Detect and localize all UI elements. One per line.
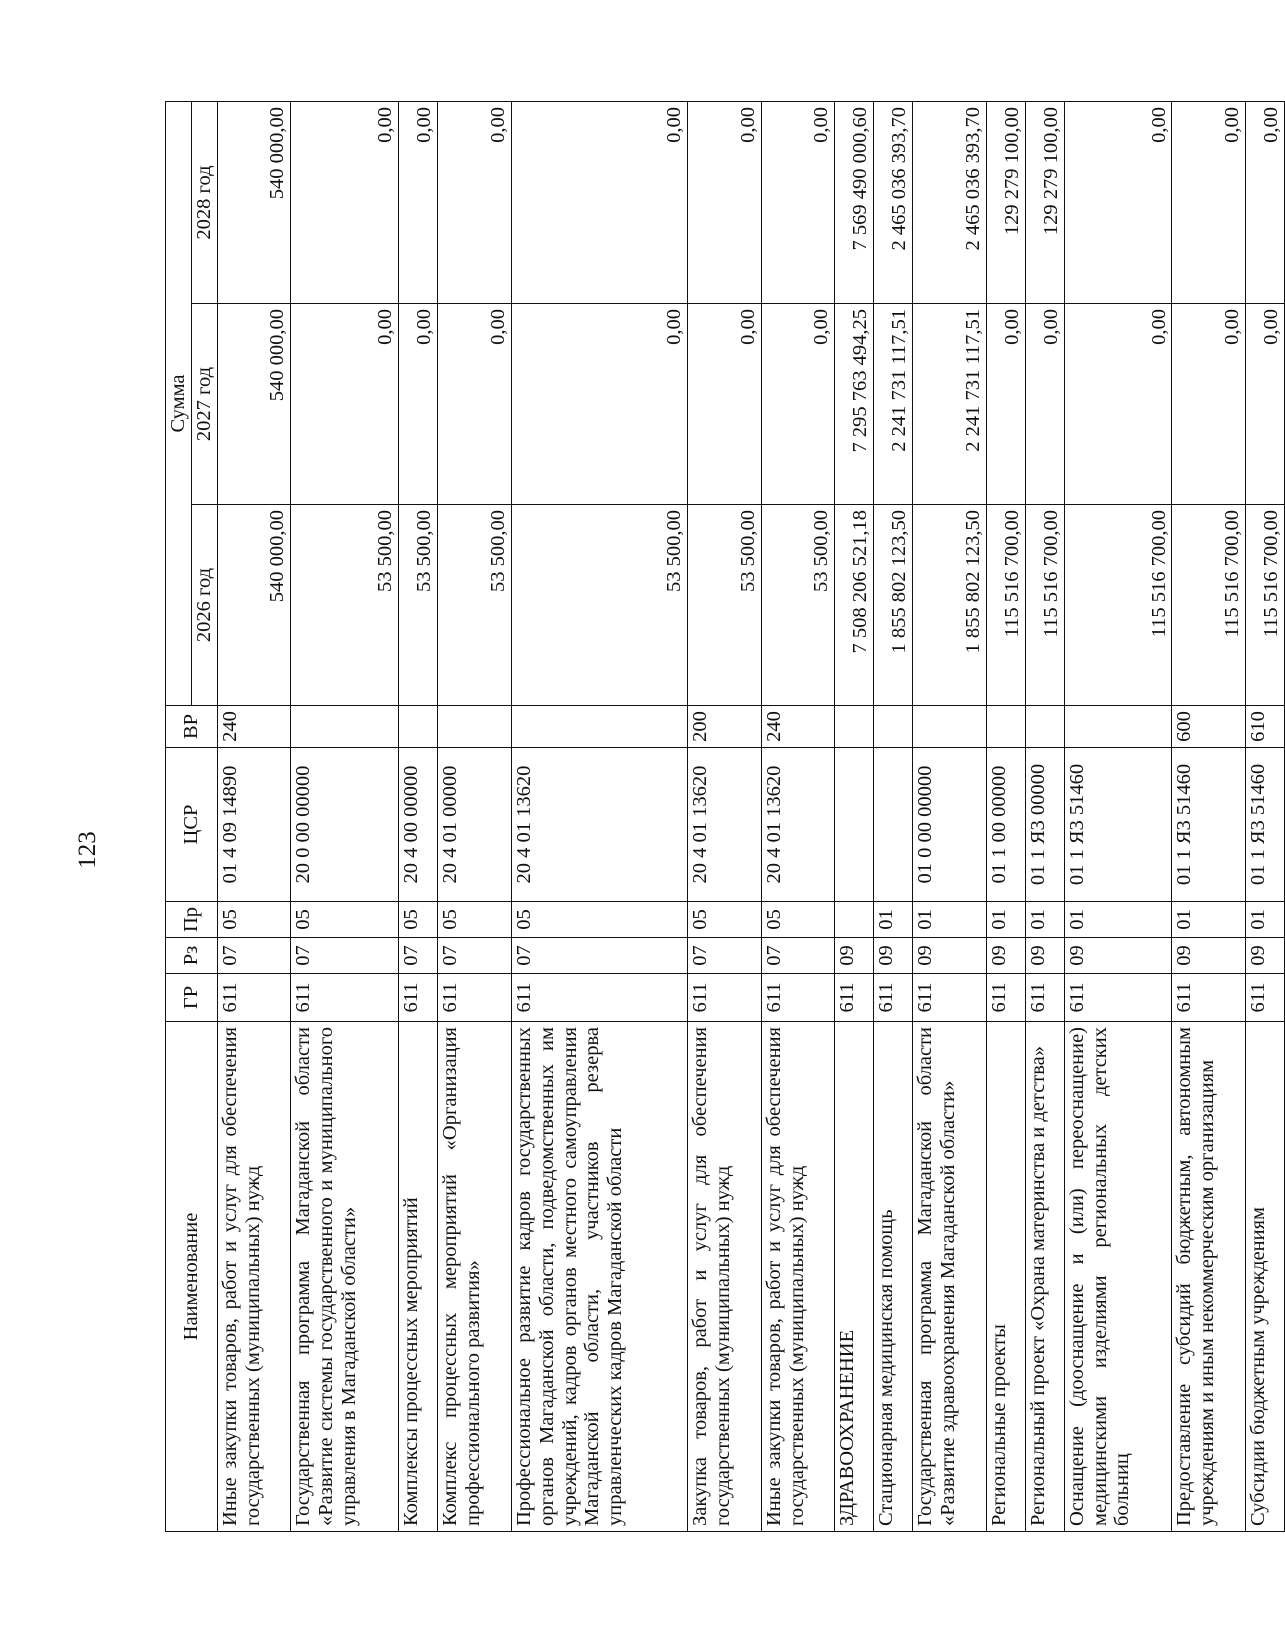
- row-vr: [986, 706, 1025, 748]
- row-rz: 09: [1245, 938, 1284, 974]
- row-2028: 2 465 036 393,70: [913, 102, 986, 304]
- row-rz: 09: [1025, 938, 1064, 974]
- row-rz: 07: [511, 938, 688, 974]
- row-gr: 611: [986, 974, 1025, 1022]
- row-pr: 05: [438, 902, 511, 938]
- row-vr: 600: [1172, 706, 1245, 748]
- row-2027: 0,00: [438, 304, 511, 505]
- table-row: [835, 102, 874, 1532]
- row-gr: 611: [217, 974, 290, 1022]
- row-name: ЗДРАВООХРАНЕНИЕ: [835, 1022, 874, 1532]
- row-name: Иные закупки товаров, работ и услуг для обеспечения государственных (муниципальных) нужд: [217, 1022, 290, 1532]
- row-pr: [835, 902, 874, 938]
- table-row: [986, 102, 1025, 1532]
- row-2026: 115 516 700,00: [1172, 505, 1245, 706]
- table-row: [217, 102, 290, 1532]
- row-rz: 09: [874, 938, 913, 974]
- row-2028: 129 279 100,00: [1025, 102, 1064, 304]
- row-pr: 01: [986, 902, 1025, 938]
- row-csr: 01 1 Я3 51460: [1064, 748, 1172, 902]
- row-2027: 2 241 731 117,51: [913, 304, 986, 505]
- row-2027: 2 241 731 117,51: [874, 304, 913, 505]
- row-2028: 2 465 036 393,70: [874, 102, 913, 304]
- row-2026: 115 516 700,00: [986, 505, 1025, 706]
- row-2028: 0,00: [1064, 102, 1172, 304]
- row-csr: [835, 748, 874, 902]
- row-name: Оснащение (дооснащение и (или) переоснащение) медицинскими изделиями региональных детских больниц: [1064, 1022, 1172, 1532]
- row-rz: 09: [835, 938, 874, 974]
- row-pr: 05: [291, 902, 399, 938]
- row-2026: 540 000,00: [217, 505, 290, 706]
- row-gr: 611: [399, 974, 438, 1022]
- table-row: [1064, 102, 1172, 1532]
- row-2028: 7 569 490 000,60: [835, 102, 874, 304]
- row-2028: 0,00: [761, 102, 834, 304]
- rotated-table-container: [165, 102, 1285, 1532]
- row-csr: [874, 748, 913, 902]
- row-pr: 05: [761, 902, 834, 938]
- row-2026: 53 500,00: [688, 505, 761, 706]
- header-gr: ГР: [166, 974, 218, 1022]
- row-vr: [399, 706, 438, 748]
- table-row: [913, 102, 986, 1532]
- row-2027: 0,00: [761, 304, 834, 505]
- row-2026: 53 500,00: [761, 505, 834, 706]
- row-pr: 05: [688, 902, 761, 938]
- header-pr: Пр: [166, 902, 218, 938]
- row-2027: 0,00: [1172, 304, 1245, 505]
- row-csr: 20 4 01 13620: [511, 748, 688, 902]
- row-vr: [291, 706, 399, 748]
- row-gr: 611: [438, 974, 511, 1022]
- table-row: [1025, 102, 1064, 1532]
- row-name: Иные закупки товаров, работ и услуг для обеспечения государственных (муниципальных) нужд: [761, 1022, 834, 1532]
- table-row: [761, 102, 834, 1532]
- row-csr: 01 1 Я3 51460: [1172, 748, 1245, 902]
- header-2028: 2028 год: [191, 102, 217, 304]
- row-2026: 115 516 700,00: [1064, 505, 1172, 706]
- row-2026: 1 855 802 123,50: [874, 505, 913, 706]
- row-csr: 20 4 00 00000: [399, 748, 438, 902]
- row-vr: 610: [1245, 706, 1284, 748]
- row-gr: 611: [688, 974, 761, 1022]
- row-2028: 0,00: [511, 102, 688, 304]
- budget-table: [165, 101, 1285, 1532]
- row-name: Закупка товаров, работ и услуг для обеспечения государственных (муниципальных) нужд: [688, 1022, 761, 1532]
- row-gr: 611: [874, 974, 913, 1022]
- row-rz: 09: [1172, 938, 1245, 974]
- row-vr: [438, 706, 511, 748]
- row-vr: 240: [217, 706, 290, 748]
- row-vr: [1025, 706, 1064, 748]
- row-gr: 611: [1064, 974, 1172, 1022]
- table-row: [1172, 102, 1245, 1532]
- row-2027: 540 000,00: [217, 304, 290, 505]
- table-row: [438, 102, 511, 1532]
- row-2028: 129 279 100,00: [986, 102, 1025, 304]
- row-csr: 20 4 01 13620: [761, 748, 834, 902]
- row-vr: 200: [688, 706, 761, 748]
- row-gr: 611: [1172, 974, 1245, 1022]
- row-pr: 01: [1172, 902, 1245, 938]
- row-2028: 0,00: [1172, 102, 1245, 304]
- row-csr: 20 4 01 00000: [438, 748, 511, 902]
- row-name: Государственная программа Магаданской области «Развитие здравоохранения Магаданской области»: [913, 1022, 986, 1532]
- row-vr: [1064, 706, 1172, 748]
- row-2027: 0,00: [1025, 304, 1064, 505]
- row-2027: 0,00: [1245, 304, 1284, 505]
- row-2027: 0,00: [986, 304, 1025, 505]
- row-2027: 0,00: [1064, 304, 1172, 505]
- table-row: [874, 102, 913, 1532]
- row-2028: 0,00: [399, 102, 438, 304]
- row-name: Профессиональное развитие кадров государственных органов Магаданской области, подведомственных им учреждений, кадров органов местного самоуправления Магаданской области, участников резерва управленческих кадров Магаданской области: [511, 1022, 688, 1532]
- row-gr: 611: [1025, 974, 1064, 1022]
- row-name: Субсидии бюджетным учреждениям: [1245, 1022, 1284, 1532]
- row-gr: 611: [913, 974, 986, 1022]
- row-2027: 0,00: [291, 304, 399, 505]
- table-row: [688, 102, 761, 1532]
- header-2027: 2027 год: [191, 304, 217, 505]
- row-pr: 05: [399, 902, 438, 938]
- row-2026: 1 855 802 123,50: [913, 505, 986, 706]
- row-csr: 01 1 Я3 51460: [1245, 748, 1284, 902]
- row-2026: 115 516 700,00: [1245, 505, 1284, 706]
- header-csr: ЦСР: [166, 748, 218, 902]
- row-vr: 240: [761, 706, 834, 748]
- row-rz: 07: [291, 938, 399, 974]
- row-2028: 540 000,00: [217, 102, 290, 304]
- row-csr: 01 1 Я3 00000: [1025, 748, 1064, 902]
- row-2026: 7 508 206 521,18: [835, 505, 874, 706]
- table-row: [1245, 102, 1284, 1532]
- row-rz: 07: [399, 938, 438, 974]
- row-vr: [835, 706, 874, 748]
- row-vr: [874, 706, 913, 748]
- row-gr: 611: [1245, 974, 1284, 1022]
- row-pr: 01: [874, 902, 913, 938]
- row-2027: 7 295 763 494,25: [835, 304, 874, 505]
- header-vr: ВР: [166, 706, 218, 748]
- row-csr: 20 0 00 00000: [291, 748, 399, 902]
- row-2028: 0,00: [1245, 102, 1284, 304]
- row-csr: 01 4 09 14890: [217, 748, 290, 902]
- row-2028: 0,00: [438, 102, 511, 304]
- row-name: Комплексы процессных мероприятий: [399, 1022, 438, 1532]
- row-gr: 611: [511, 974, 688, 1022]
- header-sum: Сумма: [166, 102, 192, 706]
- row-rz: 09: [986, 938, 1025, 974]
- row-vr: [913, 706, 986, 748]
- row-pr: 05: [217, 902, 290, 938]
- row-2026: 53 500,00: [438, 505, 511, 706]
- row-vr: [511, 706, 688, 748]
- row-name: Комплекс процессных мероприятий «Организация профессионального развития»: [438, 1022, 511, 1532]
- row-name: Региональный проект «Охрана материнства и детства»: [1025, 1022, 1064, 1532]
- row-rz: 09: [913, 938, 986, 974]
- row-pr: 01: [913, 902, 986, 938]
- row-2026: 115 516 700,00: [1025, 505, 1064, 706]
- row-name: Предоставление субсидий бюджетным, автономным учреждениям и иным некоммерческим организациям: [1172, 1022, 1245, 1532]
- row-csr: 20 4 01 13620: [688, 748, 761, 902]
- header-name: Наименование: [166, 1022, 218, 1532]
- table-row: [399, 102, 438, 1532]
- row-gr: 611: [761, 974, 834, 1022]
- table-row: [291, 102, 399, 1532]
- row-2028: 0,00: [291, 102, 399, 304]
- row-2028: 0,00: [688, 102, 761, 304]
- row-gr: 611: [291, 974, 399, 1022]
- row-rz: 07: [217, 938, 290, 974]
- header-2026: 2026 год: [191, 505, 217, 706]
- row-2027: 0,00: [511, 304, 688, 505]
- row-2027: 0,00: [688, 304, 761, 505]
- row-2026: 53 500,00: [511, 505, 688, 706]
- row-rz: 09: [1064, 938, 1172, 974]
- row-rz: 07: [688, 938, 761, 974]
- table-row: [511, 102, 688, 1532]
- row-pr: 05: [511, 902, 688, 938]
- row-name: Государственная программа Магаданской области «Развитие системы государственного и муниципального управления в Магаданской области»: [291, 1022, 399, 1532]
- row-rz: 07: [438, 938, 511, 974]
- row-2026: 53 500,00: [291, 505, 399, 706]
- row-rz: 07: [761, 938, 834, 974]
- row-csr: 01 0 00 00000: [913, 748, 986, 902]
- row-name: Региональные проекты: [986, 1022, 1025, 1532]
- row-2026: 53 500,00: [399, 505, 438, 706]
- row-pr: 01: [1064, 902, 1172, 938]
- row-pr: 01: [1025, 902, 1064, 938]
- row-gr: 611: [835, 974, 874, 1022]
- row-name: Стационарная медицинская помощь: [874, 1022, 913, 1532]
- row-2027: 0,00: [399, 304, 438, 505]
- row-pr: 01: [1245, 902, 1284, 938]
- row-csr: 01 1 00 00000: [986, 748, 1025, 902]
- header-rz: Рз: [166, 938, 218, 974]
- page-number: 123: [74, 831, 101, 869]
